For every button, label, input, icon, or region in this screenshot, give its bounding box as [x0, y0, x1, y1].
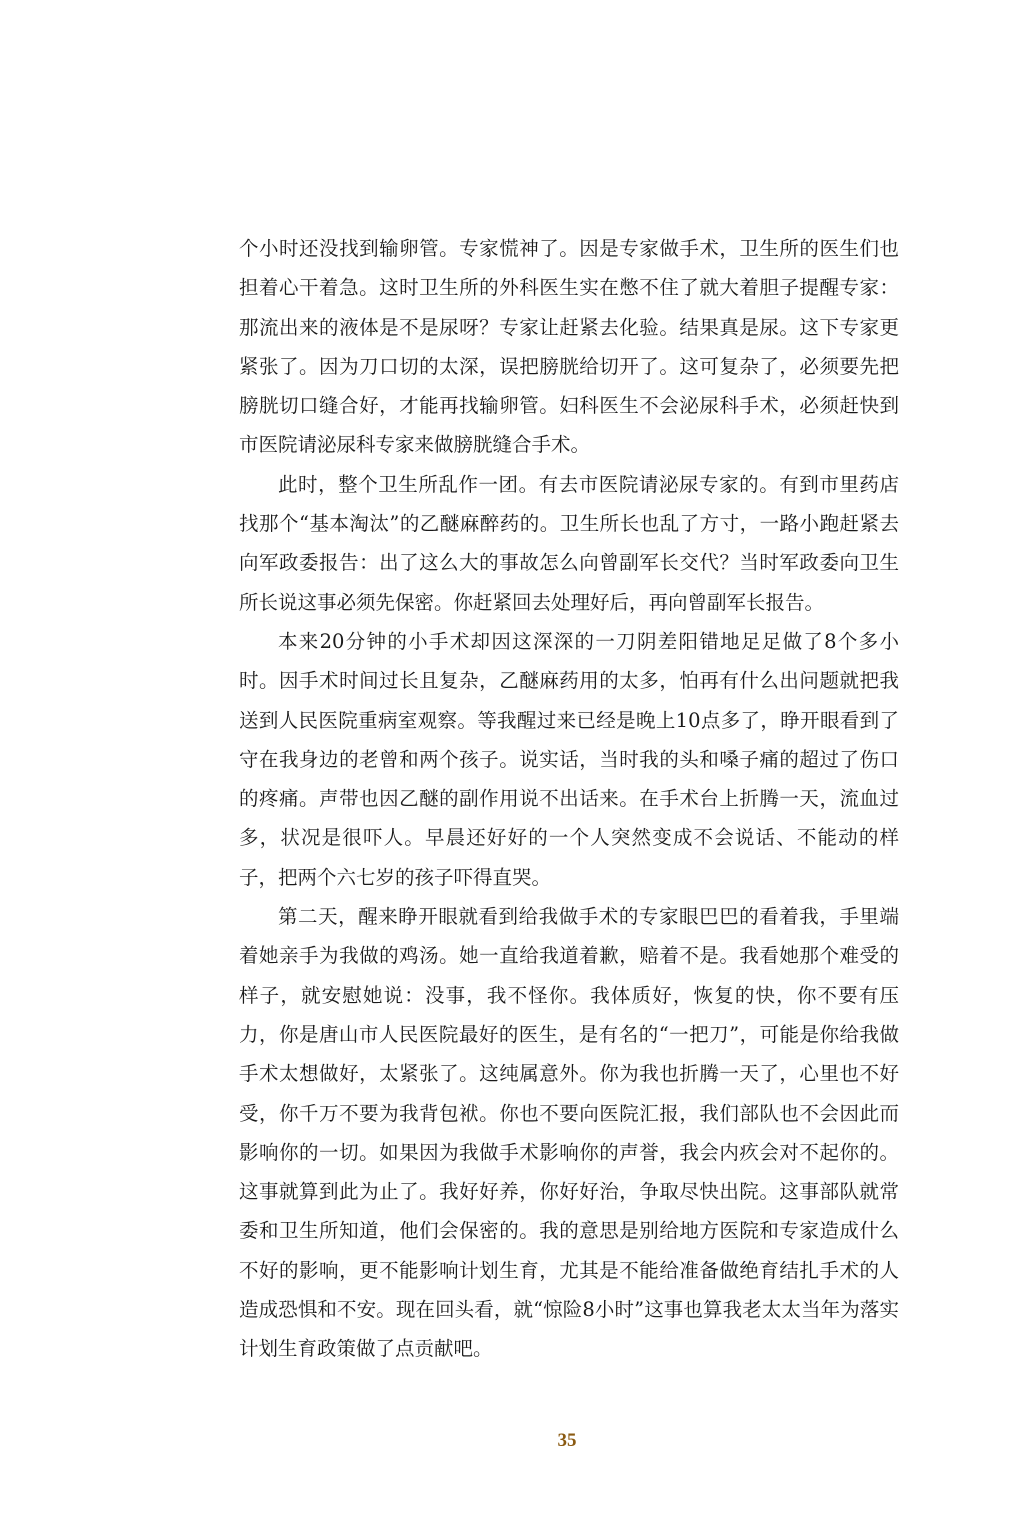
page-number: 35	[557, 1430, 577, 1451]
paragraph-continued: 个小时还没找到输卵管。专家慌神了。因是专家做手术，卫生所的医生们也担着心干着急。这时卫生所的外科医生实在憋不住了就大着胆子提醒专家：那流出来的液体是不是尿呀？专家让赶紧去化验。结果真是尿。这下专家更紧张了。因为刀口切的太深，误把膀胱给切开了。这可复杂了，必须要先把膀胱切口缝合好，才能再找输卵管。妇科医生不会泌尿科手术，必须赶快到市医院请泌尿科专家来做膀胱缝合手术。	[239, 237, 899, 457]
paragraph: 此时，整个卫生所乱作一团。有去市医院请泌尿专家的。有到市里药店找那个“基本淘汰”的乙醚麻醉药的。卫生所长也乱了方寸，一路小跑赶紧去向军政委报告：出了这么大的事故怎么向曾副军长交代？当时军政委向卫生所长说这事必须先保密。你赶紧回去处理好后，再向曾副军长报告。	[239, 472, 899, 614]
paragraph: 本来20分钟的小手术却因这深深的一刀阴差阳错地足足做了8个多小时。因手术时间过长且复杂，乙醚麻药用的太多，怕再有什么出问题就把我送到人民医院重病室观察。等我醒过来已经是晚上10点多了，睁开眼看到了守在我身边的老曾和两个孩子。说实话，当时我的头和嗓子痛的超过了伤口的疼痛。声带也因乙醚的副作用说不出话来。在手术台上折腾一天，流血过多，状况是很吓人。早晨还好好的一个人突然变成不会说话、不能动的样子，把两个六七岁的孩子吓得直哭。	[239, 629, 899, 889]
paragraph: 第二天，醒来睁开眼就看到给我做手术的专家眼巴巴的看着我，手里端着她亲手为我做的鸡汤。她一直给我道着歉，赔着不是。我看她那个难受的样子，就安慰她说：没事，我不怪你。我体质好，恢复的快，你不要有压力，你是唐山市人民医院最好的医生，是有名的“一把刀”，可能是你给我做手术太想做好，太紧张了。这纯属意外。你为我也折腾一天了，心里也不好受，你千万不要为我背包袱。你也不要向医院汇报，我们部队也不会因此而影响你的一切。如果因为我做手术影响你的声誉，我会内疚会对不起你的。这事就算到此为止了。我好好养，你好好治，争取尽快出院。这事部队就常委和卫生所知道，他们会保密的。我的意思是别给地方医院和专家造成什么不好的影响，更不能影响计划生育，尤其是不能给准备做绝育结扎手术的人造成恐惧和不安。现在回头看，就“惊险8小时”这事也算我老太太当年为落实计划生育政策做了点贡献吧。	[239, 905, 899, 1361]
body-text	[239, 229, 899, 1369]
